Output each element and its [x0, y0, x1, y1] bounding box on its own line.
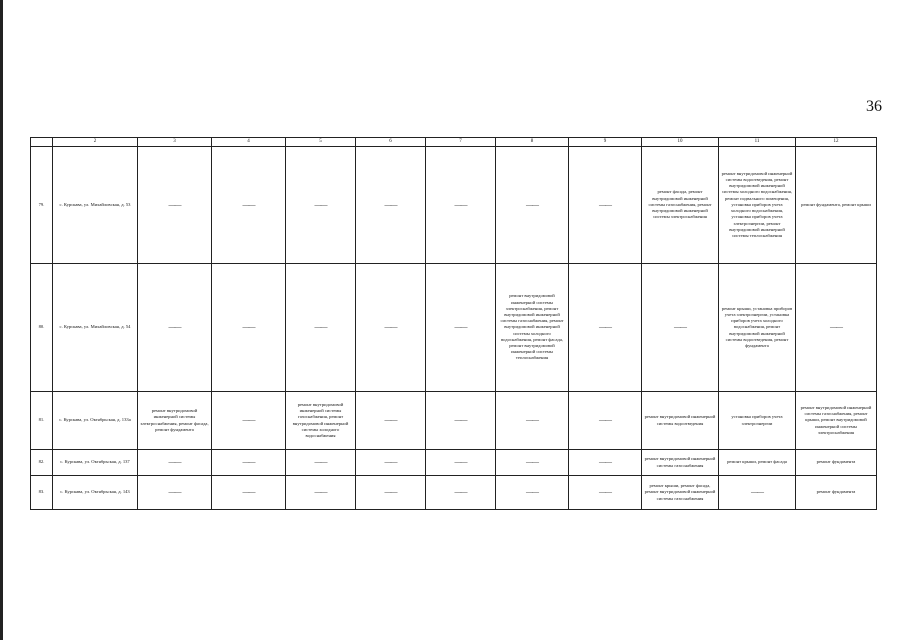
cell-col-4: —— — [212, 147, 286, 264]
header-cell: 4 — [212, 138, 286, 147]
header-cell: 7 — [426, 138, 496, 147]
cell-col-11: ремонт крыши, ремонт фасада — [719, 450, 796, 476]
cell-col-12: ремонт фундамента, ремонт крыши — [796, 147, 877, 264]
cell-col-7: —— — [426, 476, 496, 510]
repair-plan-table — [30, 137, 877, 510]
header-cell: 3 — [138, 138, 212, 147]
cell-col-5: —— — [286, 147, 356, 264]
header-cell: 6 — [356, 138, 426, 147]
table-row — [31, 476, 877, 510]
page-number: 36 — [866, 98, 882, 115]
header-cell: 5 — [286, 138, 356, 147]
cell-col-5: ремонт внутридомовой инженерной системы газоснабжения, ремонт внутридомовой инженерной системы холодного водоснабжения — [286, 392, 356, 450]
cell-col-11: —— — [719, 476, 796, 510]
cell-col-8: —— — [496, 147, 569, 264]
row-address: с. Курскава, ул. Октябрьская, д. 137 — [53, 450, 138, 476]
cell-col-12: ремонт фундамента — [796, 476, 877, 510]
header-cell: 11 — [719, 138, 796, 147]
cell-col-10: ремонт внутридомовой инженерной системы водоотведения — [642, 392, 719, 450]
row-number: 80. — [31, 264, 53, 392]
cell-col-5: —— — [286, 264, 356, 392]
cell-col-10: ремонт крыши, ремонт фасада, ремонт внутридомовой инженерной системы газоснабжения — [642, 476, 719, 510]
cell-col-7: —— — [426, 450, 496, 476]
cell-col-3: —— — [138, 450, 212, 476]
header-cell: 9 — [569, 138, 642, 147]
cell-col-7: —— — [426, 392, 496, 450]
table-row — [31, 264, 877, 392]
cell-col-8: ремонт внутридомовой инженерной системы электроснабжения, ремонт внутридомовой инженерной системы газоснабжения, ремонт внутридомовой инженерной системы холодного водоснабжения, ремонт фасада, ремонт внутридомовой инженерной системы теплоснабжения — [496, 264, 569, 392]
cell-col-6: —— — [356, 476, 426, 510]
row-number: 81. — [31, 392, 53, 450]
table-row — [31, 450, 877, 476]
cell-col-3: —— — [138, 147, 212, 264]
page-edge-bar — [0, 0, 3, 640]
header-cell: 10 — [642, 138, 719, 147]
row-number: 83. — [31, 476, 53, 510]
header-cell: 2 — [53, 138, 138, 147]
cell-col-11: ремонт крыши, установка приборов учета электроэнергии, установка приборов учета холодного водоснабжения, ремонт внутридомовой инженерной системы водоотведения, ремонт фундамента — [719, 264, 796, 392]
cell-col-8: —— — [496, 392, 569, 450]
cell-col-6: —— — [356, 392, 426, 450]
row-number: 79. — [31, 147, 53, 264]
row-address: с. Курскава, ул. Михайловская, д. 54 — [53, 264, 138, 392]
cell-col-4: —— — [212, 476, 286, 510]
cell-col-3: —— — [138, 476, 212, 510]
cell-col-9: —— — [569, 392, 642, 450]
row-number: 82. — [31, 450, 53, 476]
cell-col-7: —— — [426, 264, 496, 392]
cell-col-4: —— — [212, 264, 286, 392]
cell-col-8: —— — [496, 450, 569, 476]
cell-col-12: ремонт внутридомовой инженерной системы газоснабжения, ремонт крыши, ремонт внутридомовой инженерной системы электроснабжения — [796, 392, 877, 450]
cell-col-10: ремонт фасада, ремонт внутридомовой инженерной системы газоснабжения, ремонт внутридомовой инженерной системы электроснабжения — [642, 147, 719, 264]
cell-col-8: —— — [496, 476, 569, 510]
cell-col-5: —— — [286, 476, 356, 510]
row-address: с. Курскава, ул. Октябрьская, д. 143 — [53, 476, 138, 510]
cell-col-9: —— — [569, 264, 642, 392]
cell-col-6: —— — [356, 450, 426, 476]
table-row — [31, 392, 877, 450]
header-cell: 12 — [796, 138, 877, 147]
cell-col-7: —— — [426, 147, 496, 264]
cell-col-11: установка приборов учета электроэнергии — [719, 392, 796, 450]
cell-col-4: —— — [212, 392, 286, 450]
cell-col-3: —— — [138, 264, 212, 392]
cell-col-10: ремонт внутридомовой инженерной системы газоснабжения — [642, 450, 719, 476]
table-header-row — [31, 138, 877, 147]
cell-col-5: —— — [286, 450, 356, 476]
cell-col-12: —— — [796, 264, 877, 392]
row-address: с. Курскава, ул. Октябрьская, д. 133а — [53, 392, 138, 450]
cell-col-9: —— — [569, 147, 642, 264]
row-address: с. Курскава, ул. Михайловская, д. 53 — [53, 147, 138, 264]
cell-col-10: —— — [642, 264, 719, 392]
header-cell — [31, 138, 53, 147]
cell-col-6: —— — [356, 264, 426, 392]
cell-col-6: —— — [356, 147, 426, 264]
cell-col-9: —— — [569, 476, 642, 510]
cell-col-3: ремонт внутридомовой инженерной системы электроснабжения, ремонт фасада, ремонт фундамента — [138, 392, 212, 450]
cell-col-11: ремонт внутридомовой инженерной системы водоотведения, ремонт внутридомовой инженерной системы холодного водоснабжения, ремонт подвального помещения, установка приборов учета холодного водоснабжения, установка приборов учета электроэнергии, ремонт внутридомовой инженерной системы теплоснабжения — [719, 147, 796, 264]
cell-col-4: —— — [212, 450, 286, 476]
table-row — [31, 147, 877, 264]
header-cell: 8 — [496, 138, 569, 147]
cell-col-9: —— — [569, 450, 642, 476]
cell-col-12: ремонт фундамента — [796, 450, 877, 476]
